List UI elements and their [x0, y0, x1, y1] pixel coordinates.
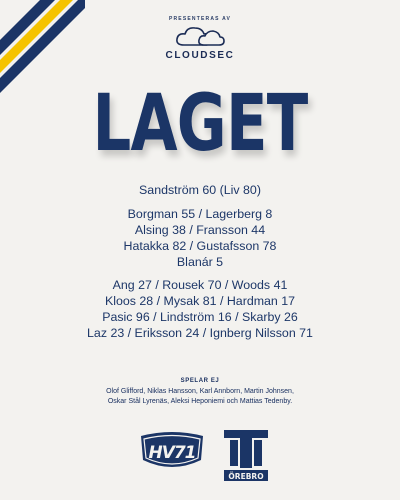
sponsor-block [0, 16, 400, 61]
not-playing-line: Oskar Stål Lyrenäs, Aleksi Heponiemi och Mattias Tedenby. [107, 398, 293, 405]
not-playing-heading: SPELAR EJ [180, 378, 220, 384]
defense-line: Hatakka 82 / Gustafsson 78 [123, 239, 277, 253]
hv71-logo-text: HV71 [148, 443, 196, 463]
presented-by-label: PRESENTERAS AV [168, 16, 232, 22]
page-title: LAGET [92, 79, 308, 169]
forward-line: Laz 23 / Eriksson 24 / Ignberg Nilsson 71 [87, 326, 313, 340]
defense-line: Alsing 38 / Fransson 44 [134, 223, 266, 237]
hv71-logo [137, 430, 207, 474]
not-playing-line: Olof Glifford, Niklas Hansson, Karl Annborn, Martin Johnsen, [106, 388, 294, 395]
defense-line: Borgman 55 / Lagerberg 8 [127, 207, 273, 221]
sponsor-name: CLOUDSEC [165, 50, 235, 61]
not-playing-block [20, 378, 380, 407]
roster [0, 182, 400, 341]
defense-line: Blanár 5 [176, 255, 224, 269]
forward-line: Ang 27 / Rousek 70 / Woods 41 [112, 278, 288, 292]
orebro-logo-text: ÖREBRO [228, 472, 264, 481]
team-logos [0, 428, 400, 488]
orebro-logo [222, 428, 270, 482]
forward-line: Pasic 96 / Lindström 16 / Skarby 26 [102, 310, 298, 324]
not-playing-list [20, 387, 380, 407]
cloud-icon [174, 23, 226, 49]
forward-line: Kloos 28 / Mysak 81 / Hardman 17 [104, 294, 296, 308]
goalies-line: Sandström 60 (Liv 80) [139, 183, 261, 197]
